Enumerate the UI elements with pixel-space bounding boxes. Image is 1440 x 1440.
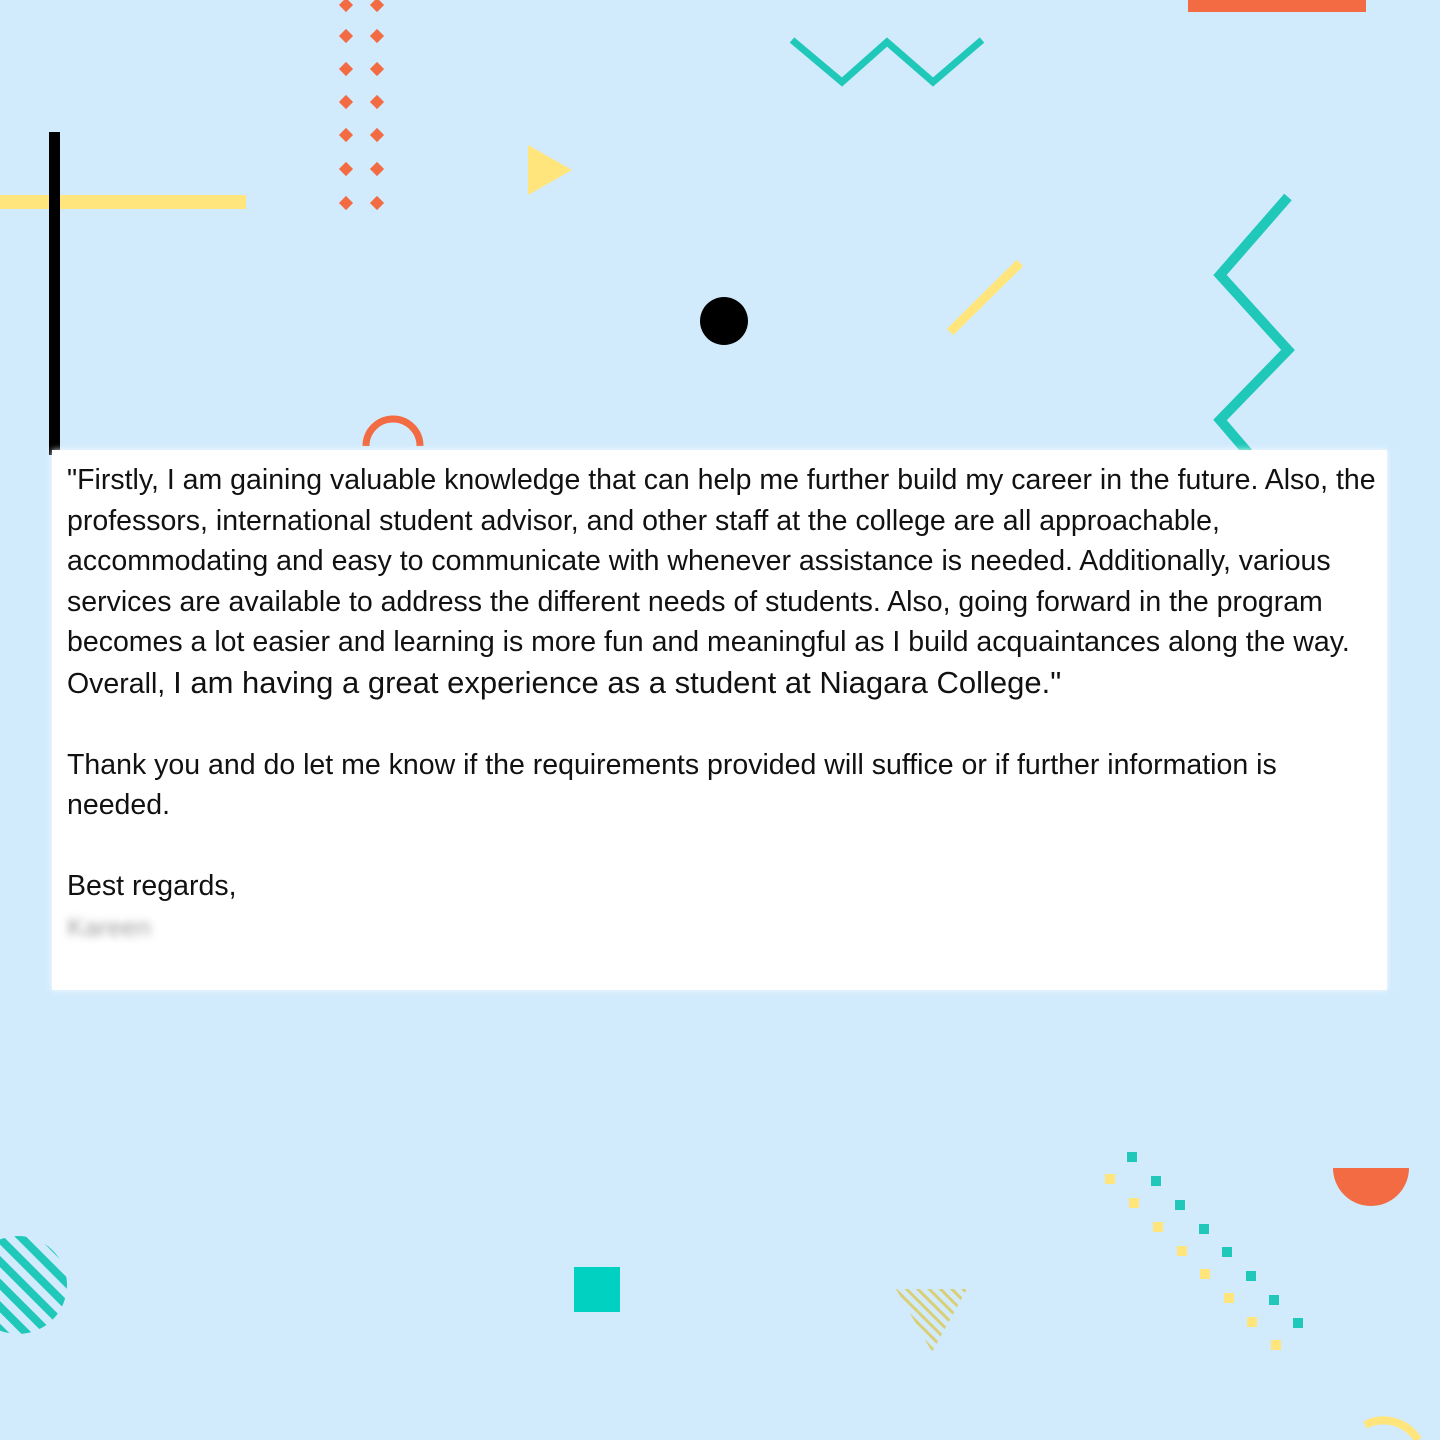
orange-arc-shape	[366, 419, 420, 446]
yellow-triangle-shape	[528, 145, 572, 195]
orange-diamond-dots	[339, 0, 384, 210]
orange-half-circle	[1333, 1168, 1409, 1206]
yellow-arc-shape	[1365, 1420, 1418, 1440]
orange-bar-shape	[1188, 0, 1366, 12]
yellow-stick-shape	[950, 263, 1020, 332]
black-line-shape	[49, 132, 60, 455]
message-text	[67, 460, 1379, 947]
black-dot-shape	[700, 297, 748, 345]
paragraph-gap	[67, 826, 1379, 867]
teal-square-shape	[574, 1267, 620, 1312]
teal-dot-diagonal	[1127, 1152, 1303, 1328]
teal-striped-circle	[0, 1230, 80, 1350]
paragraph-gap	[67, 704, 1379, 745]
yellow-dot-diagonal	[1105, 1174, 1281, 1350]
closing-line: Best regards,	[67, 870, 237, 902]
teal-zigzag-right	[1220, 197, 1288, 455]
thanks-paragraph: Thank you and do let me know if the requirements provided will suffice or if further information is needed.	[67, 748, 1277, 821]
message-card	[52, 450, 1387, 990]
yellow-bar-shape	[0, 195, 246, 209]
blurred-signature: Kareen	[67, 911, 151, 942]
yellow-striped-triangle	[890, 1285, 970, 1355]
teal-zigzag-top	[792, 40, 982, 82]
testimonial-quote	[67, 460, 1379, 704]
quote-ending: I am having a great experience as a student at Niagara College."	[173, 664, 1062, 700]
signature-line	[67, 907, 1379, 948]
quote-body: "Firstly, I am gaining valuable knowledge that can help me further build my career in the future. Also, the professors, international student advisor, and other staff at the college are all approachable, accommodating and easy to communicate with whenever assistance is needed. Additionally, various services are available to address the different needs of students. Also, going forward in the program becomes a lot easier and learning is more fun and meaningful as I build acquaintances along the way. Overall,	[67, 464, 1376, 700]
